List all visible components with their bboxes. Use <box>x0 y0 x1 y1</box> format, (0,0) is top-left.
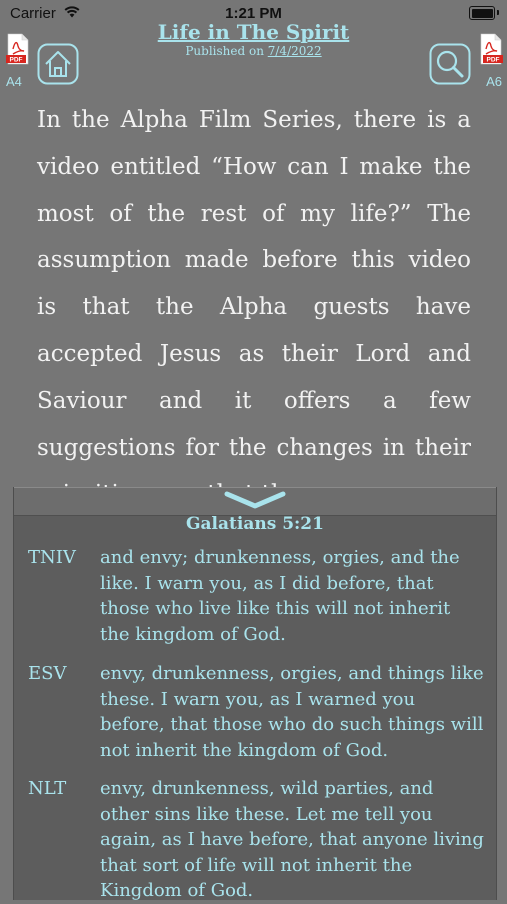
carrier-label: Carrier <box>10 5 56 22</box>
verse-reference: Galatians 5:21 <box>186 514 324 534</box>
a4-pdf-label[interactable]: A4 <box>6 74 22 89</box>
clock: 1:21 PM <box>225 5 282 22</box>
version-label: ESV <box>28 663 67 684</box>
chevron-down-icon[interactable] <box>223 490 287 510</box>
battery-icon <box>469 6 495 20</box>
verse-text: envy, drunkenness, wild parties, and other sins like these. Let me tell you again, as I have before, that anyone living that sort of life will not inherit the Kingdom of God. <box>100 778 484 901</box>
version-label: TNIV <box>28 547 76 568</box>
verse-text: and envy; drunkenness, orgies, and the like. I warn you, as I did before, that those who live like this will not inherit the kingdom of God. <box>100 547 460 645</box>
search-icon[interactable] <box>429 43 471 85</box>
panel-header[interactable] <box>14 487 496 516</box>
verse-text: envy, drunkenness, orgies, and things like these. I warn you, as I warned you before, that those who do such things will not inherit the kingdom of God. <box>100 663 484 761</box>
verse-panel <box>13 487 497 900</box>
article-text: In the Alpha Film Series, there is a video entitled “How can I make the most of the rest of my life?” The assumption made before this video is that the Alpha guests have accepted Jesus as their Lord and Saviour and it offers a few suggestions for the changes in their <box>37 107 471 461</box>
published-prefix: Published on <box>185 44 268 58</box>
pdf-badge-text: PDF <box>9 56 23 64</box>
page-title: Life in The Spirit <box>157 20 350 44</box>
a6-pdf-label[interactable]: A6 <box>486 74 502 89</box>
published-date[interactable]: 7/4/2022 <box>267 44 322 58</box>
pdf-badge-text: PDF <box>486 56 500 64</box>
version-label: NLT <box>28 778 67 799</box>
